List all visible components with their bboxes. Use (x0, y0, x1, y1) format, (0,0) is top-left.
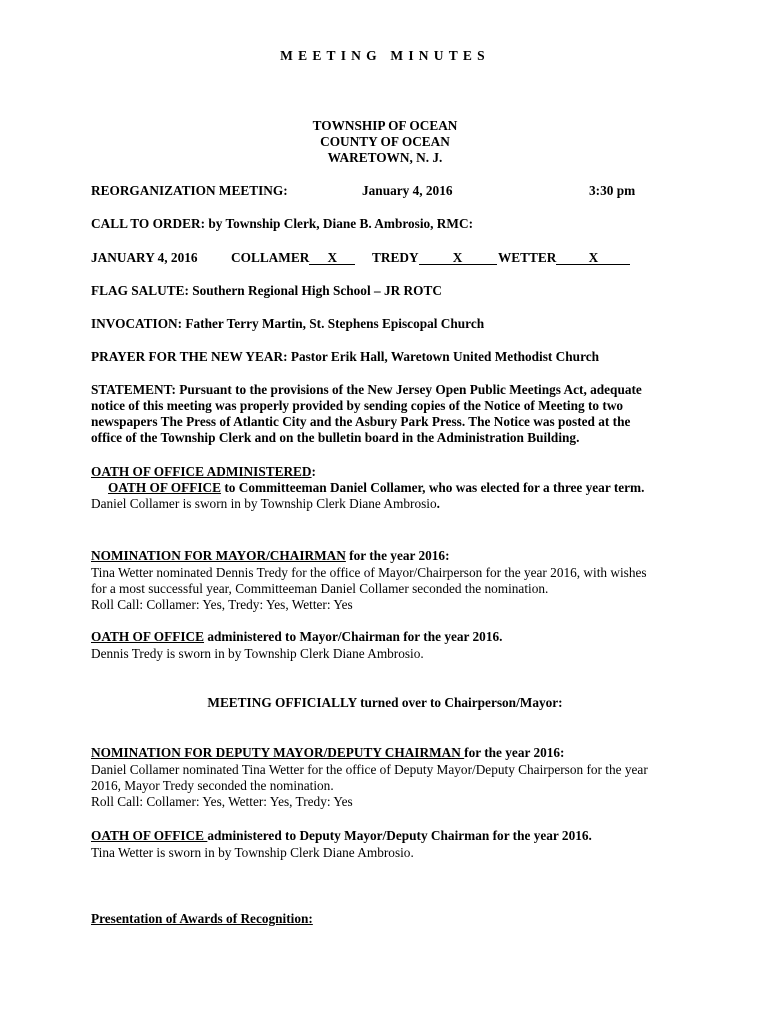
meeting-turned-over: MEETING OFFICIALLY turned over to Chairperson/Mayor: (207, 695, 563, 710)
statement-line-2: notice of this meeting was properly provided by sending copies of the Notice of Meeting to two (91, 398, 624, 413)
nomination-deputy-roll-call: Roll Call: Collamer: Yes, Wetter: Yes, Tredy: Yes (91, 794, 353, 809)
oath-mayor-text: Dennis Tredy is sworn in by Township Clerk Diane Ambrosio. (91, 646, 424, 661)
roll-mark-collamer: X (309, 251, 355, 265)
nomination-mayor-heading: NOMINATION FOR MAYOR/CHAIRMAN for the year 2016: (91, 548, 450, 563)
oath-administered-heading: OATH OF OFFICE ADMINISTERED: (91, 464, 316, 479)
oath-mayor-heading: OATH OF OFFICE administered to Mayor/Chairman for the year 2016. (91, 629, 503, 644)
roll-member-collamer: COLLAMER X (231, 250, 355, 266)
roll-member-wetter: WETTER X (498, 250, 630, 266)
awards-heading: Presentation of Awards of Recognition: (91, 911, 313, 926)
statement-line-1: STATEMENT: Pursuant to the provisions of the New Jersey Open Public Meetings Act, adequate (91, 382, 642, 397)
nomination-deputy-line-2: 2016, Mayor Tredy seconded the nomination. (91, 778, 334, 793)
roll-call-date: JANUARY 4, 2016 (91, 250, 198, 265)
roll-member-tredy: TREDY X (372, 250, 497, 266)
header-county: COUNTY OF OCEAN (320, 134, 450, 149)
invocation: INVOCATION: Father Terry Martin, St. Stephens Episcopal Church (91, 316, 485, 331)
roll-mark-wetter: X (556, 251, 630, 265)
statement-line-3: newspapers The Press of Atlantic City and the Asbury Park Press. The Notice was posted at the (91, 414, 631, 429)
oath-deputy-heading: OATH OF OFFICE administered to Deputy Mayor/Deputy Chairman for the year 2016. (91, 828, 592, 843)
oath-collamer-text: Daniel Collamer is sworn in by Township Clerk Diane Ambrosio. (91, 496, 440, 511)
flag-salute: FLAG SALUTE: Southern Regional High School – JR ROTC (91, 283, 442, 298)
reorg-label: REORGANIZATION MEETING: (91, 183, 288, 198)
nomination-mayor-line-2: for a most successful year, Committeeman Daniel Collamer seconded the nomination. (91, 581, 549, 596)
roll-call-line (91, 250, 599, 266)
oath-deputy-text: Tina Wetter is sworn in by Township Clerk Diane Ambrosio. (91, 845, 414, 860)
header-township: TOWNSHIP OF OCEAN (312, 118, 458, 133)
reorg-time: 3:30 pm (589, 183, 636, 198)
oath-collamer-line: OATH OF OFFICE to Committeeman Daniel Collamer, who was elected for a three year term. (108, 480, 645, 495)
statement-line-4: office of the Township Clerk and on the bulletin board in the Administration Building. (91, 430, 580, 445)
nomination-mayor-roll-call: Roll Call: Collamer: Yes, Tredy: Yes, Wetter: Yes (91, 597, 353, 612)
roll-mark-tredy: X (419, 251, 497, 265)
call-to-order: CALL TO ORDER: by Township Clerk, Diane B. Ambrosio, RMC: (91, 216, 473, 231)
nomination-deputy-line-1: Daniel Collamer nominated Tina Wetter for the office of Deputy Mayor/Deputy Chairperson for the year (91, 762, 648, 777)
nomination-mayor-line-1: Tina Wetter nominated Dennis Tredy for the office of Mayor/Chairperson for the year 2016, with wishes (91, 565, 647, 580)
prayer-new-year: PRAYER FOR THE NEW YEAR: Pastor Erik Hall, Waretown United Methodist Church (91, 349, 600, 364)
document-title: MEETING MINUTES (280, 48, 490, 63)
nomination-deputy-heading: NOMINATION FOR DEPUTY MAYOR/DEPUTY CHAIRMAN for the year 2016: (91, 745, 565, 760)
reorg-date: January 4, 2016 (362, 183, 453, 198)
header-location: WARETOWN, N. J. (327, 150, 443, 165)
